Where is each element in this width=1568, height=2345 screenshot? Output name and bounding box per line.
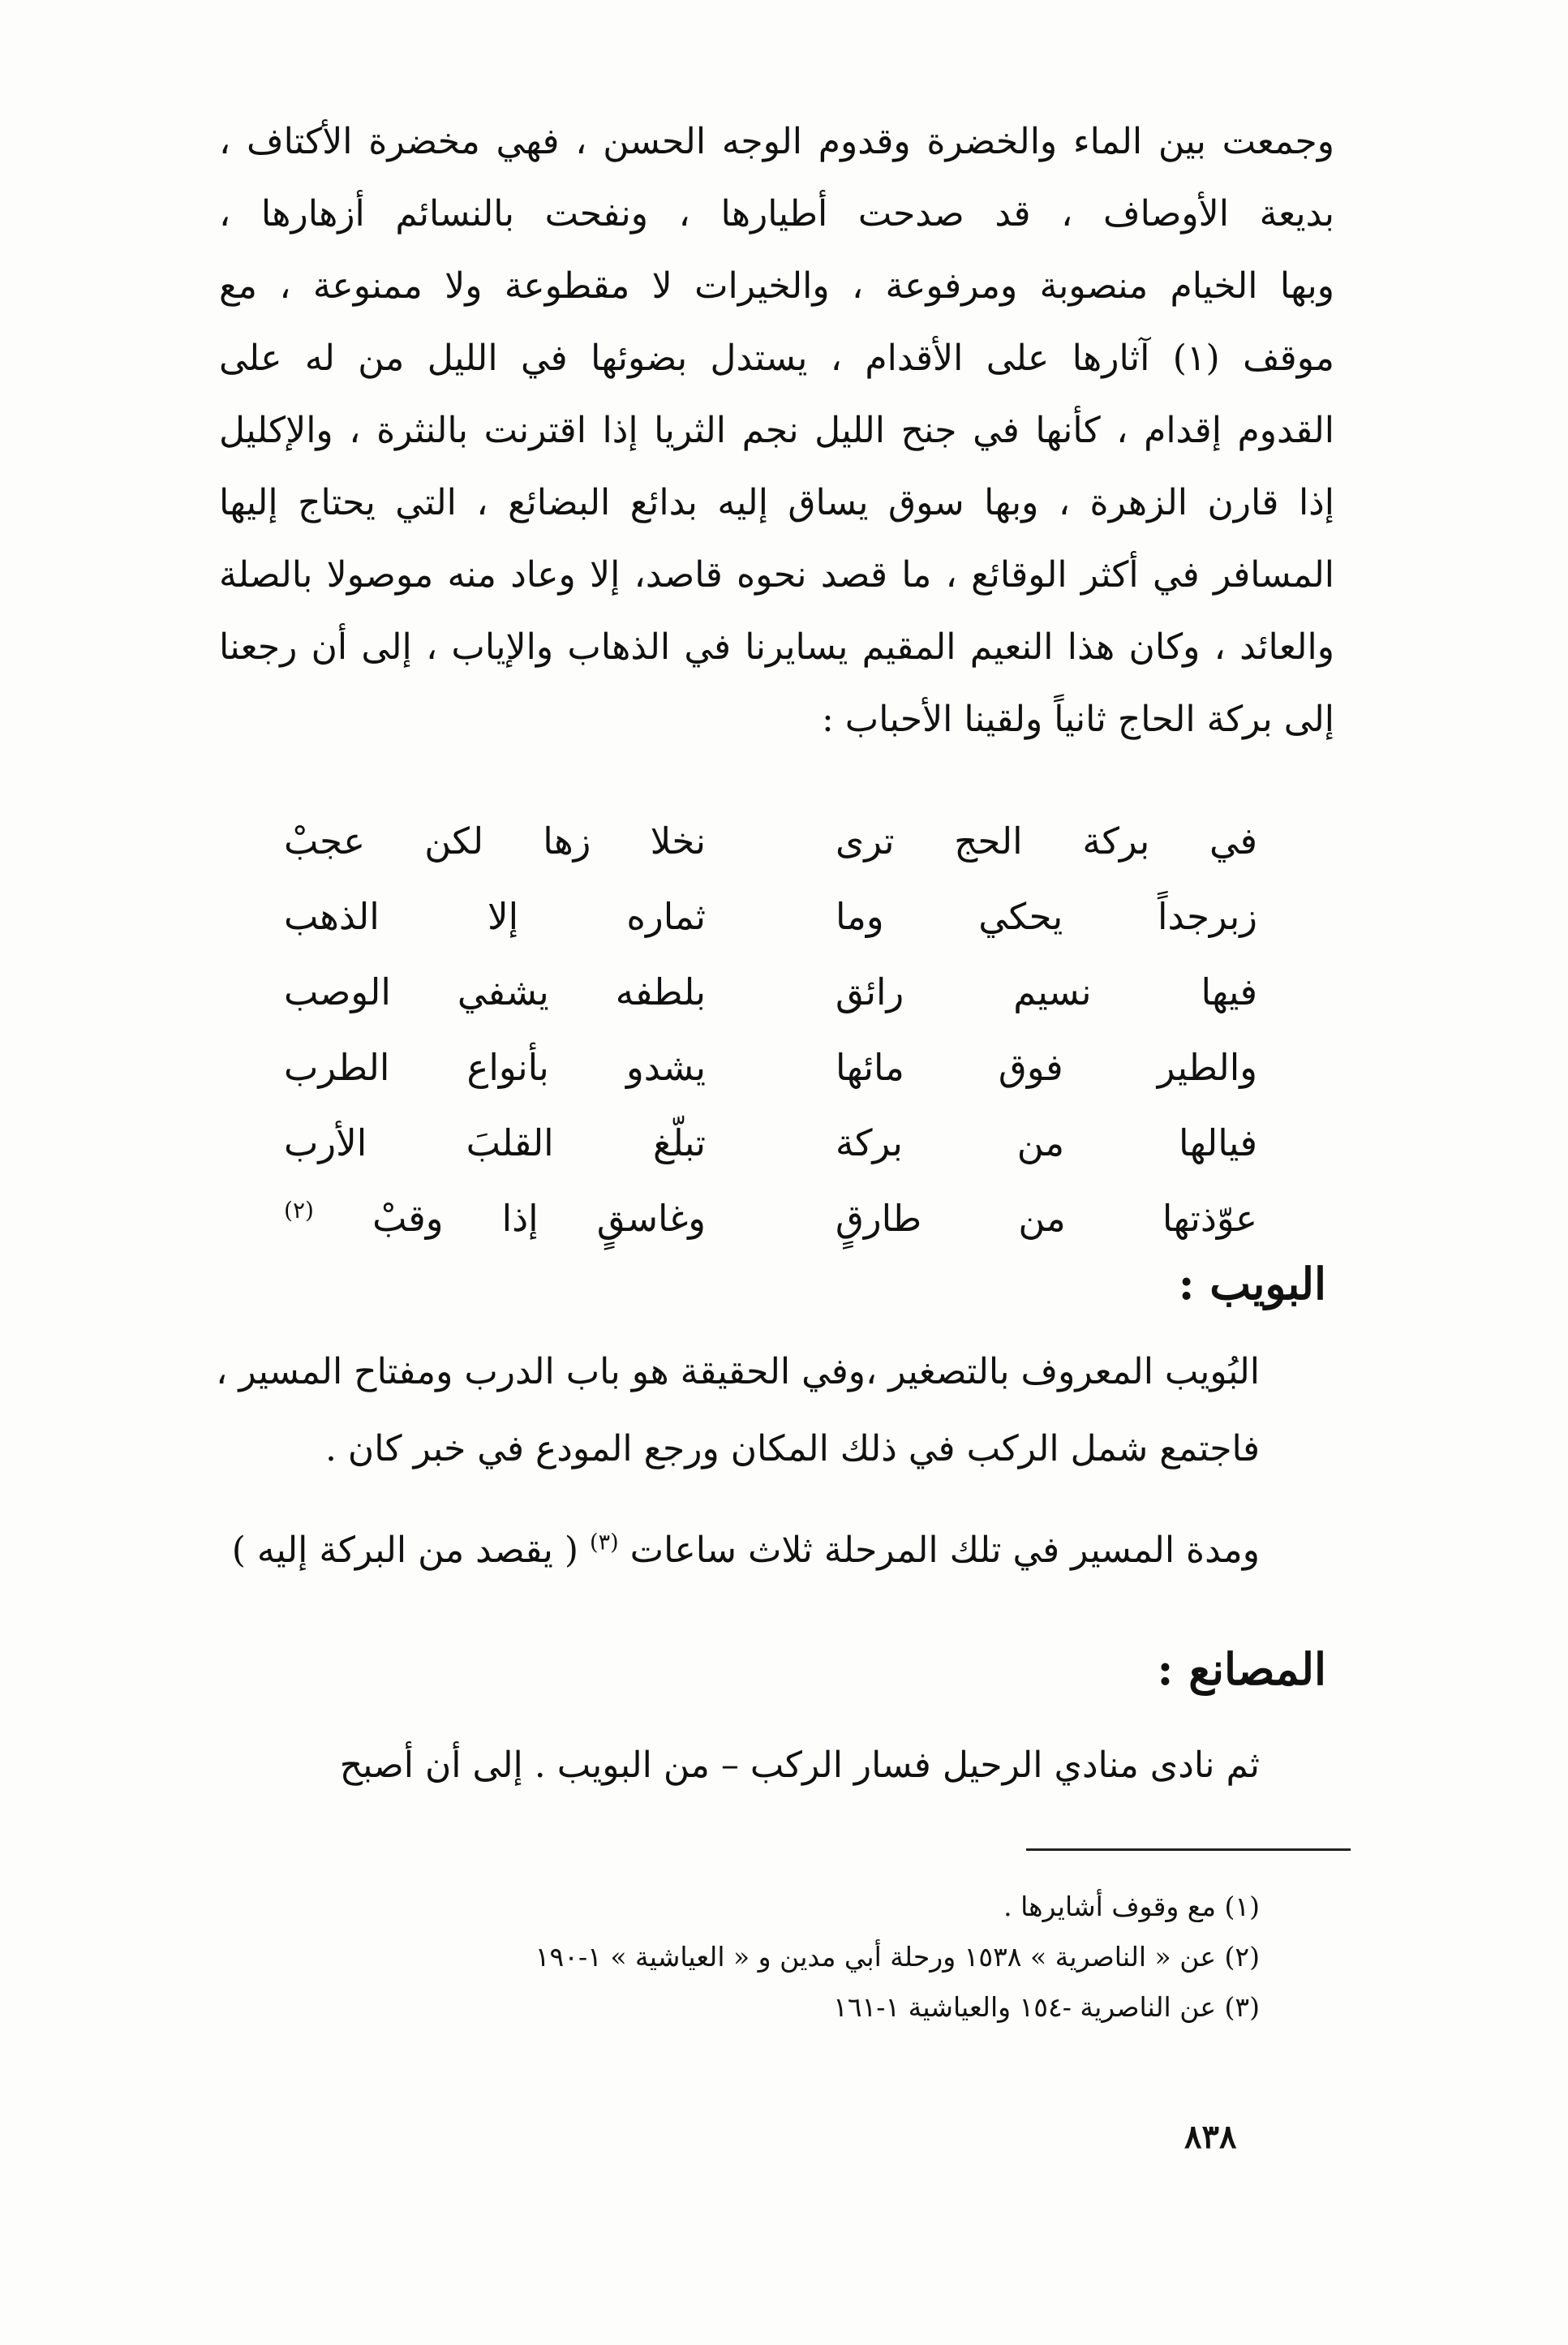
prose-line: إلى بركة الحاج ثانياً ولقينا الأحباب : [821,699,1334,740]
verse-second-hemistich: تبلّغ القلبَ الأرب [284,1121,706,1164]
verse-first-hemistich: في بركة الحج ترى [836,820,1257,863]
poem-verse [284,1030,1257,1105]
verse-second-hemistich: بلطفه يشفي الوصب [284,970,706,1013]
body-line: فاجتمع شمل الركب في ذلك المكان ورجع المودع في خبر كان . [324,1428,1260,1469]
verse-first-hemistich: فيها نسيم رائق [836,970,1257,1013]
section-heading-masani: المصانع : [1157,1643,1326,1695]
page-number: ٨٣٨ [1184,2118,1237,2156]
prose-line: بديعة الأوصاف ، قد صدحت أطيارها ، ونفحت بالنسائم أزهارها ، [219,193,1334,234]
prose-line: موقف (١) آثارها على الأقدام ، يستدل بضوئها في الليل من له على [219,338,1334,379]
verse-text: وغاسقٍ إذا وقبْ [372,1197,706,1240]
prose-line: القدوم إقدام ، كأنها في جنح الليل نجم الثريا إذا اقترنت بالنثرة ، والإكليل [219,410,1334,451]
poem-verse [284,954,1257,1030]
poem-verse [284,803,1257,879]
verse-second-hemistich: يشدو بأنواع الطرب [284,1046,706,1089]
verse-first-hemistich: زبرجداً يحكي وما [836,895,1257,938]
footnote-marker: (٢) [284,1197,314,1224]
verse-first-hemistich: فيالها من بركة [836,1121,1257,1164]
prose-line: والعائد ، وكان هذا النعيم المقيم يسايرنا في الذهاب والإياب ، إلى أن رجعنا [219,626,1334,668]
footnotes [535,1891,1260,2042]
body-line: ثم نادى منادي الرحيل فسار الركب – من البويب . إلى أن أصبح [339,1745,1260,1786]
footnote-marker: (٣) [590,1530,619,1555]
main-paragraph [219,105,1334,755]
verse-second-hemistich [284,1197,706,1240]
prose-line: وجمعت بين الماء والخضرة وقدوم الوجه الحسن ، فهي مخضرة الأكتاف ، [219,121,1334,162]
body-text: ومدة المسير في تلك المرحلة ثلاث ساعات [629,1530,1260,1571]
poem-verse [284,1181,1257,1256]
verse-second-hemistich: نخلا زها لكن عجبْ [284,820,706,863]
poem-verse [284,879,1257,954]
verse-first-hemistich: عوّذتها من طارقٍ [836,1197,1257,1240]
section-heading-buwayb: البويب : [1178,1258,1326,1310]
footnote-divider [1026,1848,1351,1851]
footnote: (١) مع وقوف أشايرها . [1003,1891,1260,1922]
body-text: ( يقصد من البركة إليه ) [231,1530,579,1571]
poem-verse [284,1105,1257,1181]
poem [284,803,1257,1256]
verse-second-hemistich: ثماره إلا الذهب [284,895,706,938]
prose-line: المسافر في أكثر الوقائع ، ما قصد نحوه قاصد، إلا وعاد منه موصولا بالصلة [219,554,1334,596]
body-line: البُويب المعروف بالتصغير ،وفي الحقيقة هو باب الدرب ومفتاح المسير ، [216,1351,1260,1392]
prose-line: وبها الخيام منصوبة ومرفوعة ، والخيرات لا مقطوعة ولا ممنوعة ، مع [219,265,1334,307]
footnote: (٢) عن « الناصرية » ١٥٣٨ ورحلة أبي مدين و « العياشية » ١-١٩٠ [535,1941,1260,1973]
body-line [232,1530,1260,1571]
verse-first-hemistich: والطير فوق مائها [836,1046,1257,1089]
prose-line: إذا قارن الزهرة ، وبها سوق يساق إليه بدائع البضائع ، التي يحتاج إليها [219,482,1334,523]
footnote: (٣) عن الناصرية -١٥٤ والعياشية ١-١٦١ [833,1991,1260,2023]
